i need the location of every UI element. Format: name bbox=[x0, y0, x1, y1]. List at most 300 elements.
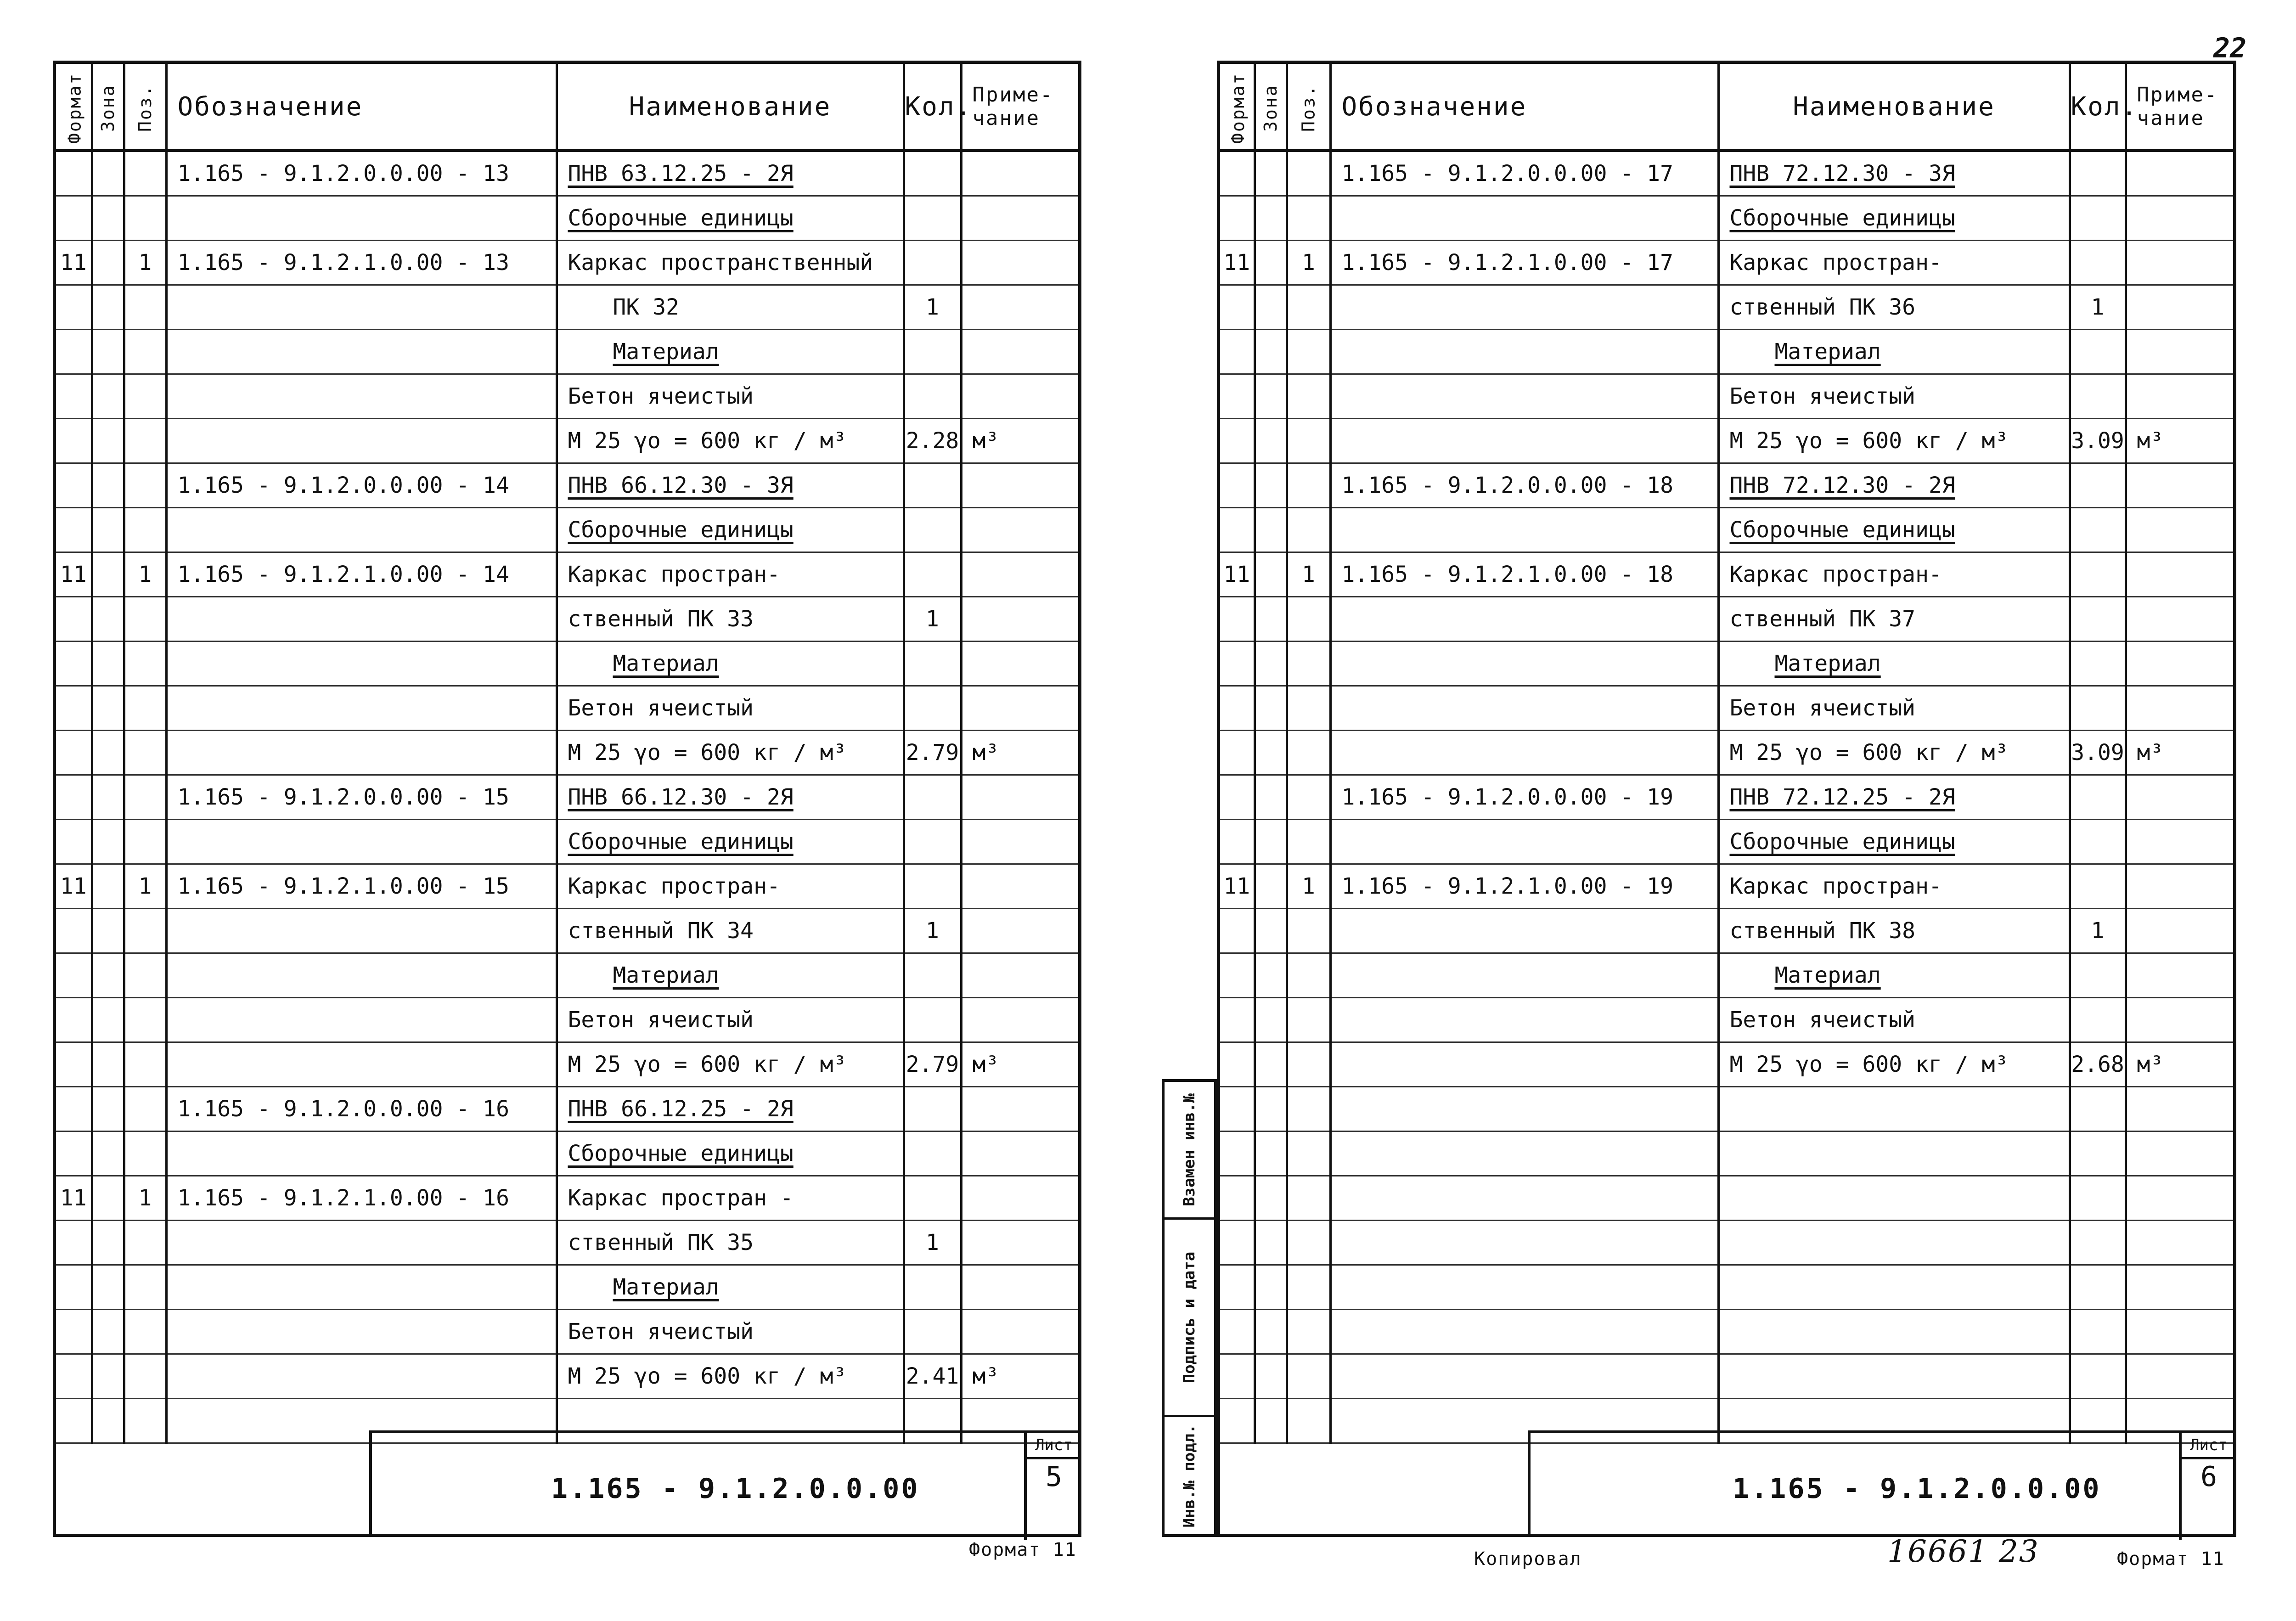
zone-cell bbox=[1255, 864, 1287, 909]
format-cell bbox=[1220, 686, 1255, 731]
name-cell bbox=[557, 241, 904, 285]
zone-cell bbox=[1255, 597, 1287, 642]
zone-cell bbox=[92, 508, 124, 552]
spec-table-left bbox=[56, 64, 1078, 1444]
designation-cell bbox=[1330, 1176, 1718, 1221]
designation-cell bbox=[1330, 775, 1718, 820]
zone-cell bbox=[92, 864, 124, 909]
table-row bbox=[1220, 151, 2233, 196]
name-cell bbox=[1718, 419, 2070, 463]
header-note: Приме-чание bbox=[961, 64, 1078, 151]
pos-cell bbox=[1287, 1354, 1330, 1399]
sheet-number-box bbox=[1024, 1433, 1081, 1540]
pos-cell bbox=[124, 998, 166, 1042]
note-cell bbox=[961, 597, 1078, 642]
designation-cell bbox=[166, 953, 557, 998]
note-cell bbox=[2126, 864, 2233, 909]
designation-cell-text: 1.165 - 9.1.2.1.0.00 - 17 bbox=[1341, 250, 1673, 276]
qty-cell bbox=[2070, 909, 2126, 953]
table-row bbox=[1220, 1087, 2233, 1131]
pos-cell bbox=[124, 1310, 166, 1354]
sheet-number: 5 bbox=[1045, 1461, 1063, 1493]
format-cell bbox=[1220, 419, 1255, 463]
qty-cell bbox=[2070, 508, 2126, 552]
name-cell-text: ПНВ 72.12.30 - 2Я bbox=[1729, 473, 1955, 498]
designation-cell bbox=[166, 463, 557, 508]
zone-cell bbox=[92, 998, 124, 1042]
note-cell bbox=[2126, 731, 2233, 775]
designation-cell bbox=[1330, 909, 1718, 953]
designation-cell bbox=[166, 1221, 557, 1265]
designation-cell bbox=[166, 552, 557, 597]
side-label-signature: Подпись и дата bbox=[1180, 1251, 1199, 1383]
qty-cell-text: 2.28 bbox=[906, 428, 959, 454]
qty-cell bbox=[2070, 1265, 2126, 1310]
note-cell bbox=[961, 1354, 1078, 1399]
designation-cell bbox=[1330, 1131, 1718, 1176]
note-cell bbox=[961, 953, 1078, 998]
designation-cell-text: 1.165 - 9.1.2.1.0.00 - 14 bbox=[177, 562, 509, 587]
format-cell bbox=[56, 1087, 92, 1131]
name-cell-text: М 25 γo = 600 кг / м³ bbox=[568, 428, 847, 454]
zone-cell bbox=[1255, 998, 1287, 1042]
side-cell-replaced bbox=[1165, 1082, 1214, 1220]
name-cell-text: Каркас простран- bbox=[1729, 250, 1942, 276]
format-cell-text: 11 bbox=[60, 1185, 87, 1211]
table-row bbox=[1220, 642, 2233, 686]
qty-cell bbox=[904, 864, 961, 909]
name-cell-text: Материал bbox=[1774, 339, 1881, 365]
name-cell bbox=[557, 1310, 904, 1354]
format-cell bbox=[1220, 1310, 1255, 1354]
designation-cell bbox=[1330, 820, 1718, 864]
format-cell bbox=[1220, 1176, 1255, 1221]
designation-cell bbox=[166, 241, 557, 285]
designation-cell bbox=[166, 1354, 557, 1399]
name-cell-text: М 25 γo = 600 кг / м³ bbox=[568, 740, 847, 765]
qty-cell-text: 1 bbox=[2091, 918, 2105, 944]
name-cell bbox=[1718, 241, 2070, 285]
zone-cell bbox=[92, 1354, 124, 1399]
note-cell bbox=[961, 374, 1078, 419]
name-cell-text: Сборочные единицы bbox=[568, 829, 793, 855]
format-cell bbox=[1220, 1087, 1255, 1131]
name-cell bbox=[1718, 686, 2070, 731]
name-cell-text: Материал bbox=[1774, 962, 1881, 988]
pos-cell bbox=[124, 642, 166, 686]
zone-cell bbox=[92, 1087, 124, 1131]
note-cell-text: м³ bbox=[2137, 740, 2164, 765]
zone-cell bbox=[1255, 374, 1287, 419]
pos-cell bbox=[1287, 1176, 1330, 1221]
format-cell-text: 11 bbox=[1223, 250, 1250, 276]
zone-cell bbox=[92, 196, 124, 241]
pos-cell bbox=[1287, 820, 1330, 864]
designation-cell bbox=[1330, 285, 1718, 330]
pos-cell bbox=[1287, 1131, 1330, 1176]
note-cell bbox=[2126, 820, 2233, 864]
name-cell-text: ственный ПК 36 bbox=[1729, 294, 1916, 320]
name-cell-text: Каркас простран- bbox=[568, 873, 780, 899]
name-cell bbox=[1718, 151, 2070, 196]
zone-cell bbox=[92, 731, 124, 775]
note-cell bbox=[2126, 1310, 2233, 1354]
pos-cell bbox=[1287, 998, 1330, 1042]
qty-cell bbox=[904, 1042, 961, 1087]
table-row bbox=[1220, 1265, 2233, 1310]
format-cell bbox=[56, 1399, 92, 1443]
designation-cell bbox=[1330, 1310, 1718, 1354]
zone-cell bbox=[92, 374, 124, 419]
designation-cell bbox=[1330, 642, 1718, 686]
designation-cell bbox=[166, 1087, 557, 1131]
note-cell bbox=[2126, 508, 2233, 552]
designation-cell-text: 1.165 - 9.1.2.0.0.00 - 16 bbox=[177, 1096, 509, 1122]
name-cell bbox=[557, 1265, 904, 1310]
qty-cell bbox=[2070, 241, 2126, 285]
zone-cell bbox=[92, 597, 124, 642]
format-cell bbox=[1220, 1131, 1255, 1176]
table-row bbox=[56, 998, 1078, 1042]
name-cell bbox=[557, 597, 904, 642]
qty-cell bbox=[904, 1131, 961, 1176]
name-cell-text: ПНВ 72.12.25 - 2Я bbox=[1729, 784, 1955, 810]
name-cell-text: ПНВ 72.12.30 - 3Я bbox=[1729, 161, 1955, 186]
qty-cell bbox=[904, 285, 961, 330]
name-cell-text: Каркас простран- bbox=[1729, 873, 1942, 899]
pos-cell bbox=[124, 686, 166, 731]
note-cell-text: м³ bbox=[2137, 1052, 2164, 1077]
note-cell bbox=[961, 642, 1078, 686]
note-cell bbox=[2126, 374, 2233, 419]
zone-cell bbox=[1255, 463, 1287, 508]
name-cell bbox=[1718, 1131, 2070, 1176]
qty-cell bbox=[2070, 597, 2126, 642]
designation-cell bbox=[1330, 151, 1718, 196]
note-cell bbox=[961, 419, 1078, 463]
designation-cell bbox=[1330, 998, 1718, 1042]
name-cell bbox=[1718, 330, 2070, 374]
designation-cell bbox=[166, 820, 557, 864]
qty-cell bbox=[904, 419, 961, 463]
table-row bbox=[56, 1221, 1078, 1265]
zone-cell bbox=[92, 820, 124, 864]
format-cell bbox=[1220, 463, 1255, 508]
side-label-inv: Инв.№ подл. bbox=[1180, 1424, 1199, 1528]
name-cell-text: ПНВ 66.12.25 - 2Я bbox=[568, 1096, 793, 1122]
pos-cell bbox=[1287, 731, 1330, 775]
name-cell bbox=[1718, 1221, 2070, 1265]
format-footer-left: Формат 11 bbox=[969, 1539, 1077, 1560]
name-cell-text: Бетон ячеистый bbox=[568, 695, 754, 721]
note-cell bbox=[2126, 1221, 2233, 1265]
qty-cell bbox=[2070, 285, 2126, 330]
zone-cell bbox=[92, 1042, 124, 1087]
table-row bbox=[56, 552, 1078, 597]
note-cell bbox=[961, 1087, 1078, 1131]
pos-cell bbox=[124, 285, 166, 330]
pos-cell bbox=[124, 1176, 166, 1221]
zone-cell bbox=[92, 1221, 124, 1265]
name-cell-text: Сборочные единицы bbox=[568, 517, 793, 543]
qty-cell bbox=[904, 1265, 961, 1310]
pos-cell bbox=[1287, 953, 1330, 998]
zone-cell bbox=[1255, 686, 1287, 731]
table-row bbox=[1220, 998, 2233, 1042]
pos-cell bbox=[124, 864, 166, 909]
designation-cell bbox=[166, 909, 557, 953]
table-row bbox=[56, 864, 1078, 909]
note-cell bbox=[2126, 285, 2233, 330]
zone-cell bbox=[92, 419, 124, 463]
designation-cell bbox=[166, 419, 557, 463]
format-cell bbox=[1220, 374, 1255, 419]
header-qty: Кол. bbox=[904, 64, 961, 151]
designation-cell bbox=[166, 686, 557, 731]
name-cell bbox=[1718, 642, 2070, 686]
name-cell-text: ПНВ 63.12.25 - 2Я bbox=[568, 161, 793, 186]
name-cell bbox=[1718, 775, 2070, 820]
format-cell bbox=[56, 1176, 92, 1221]
note-cell-text: м³ bbox=[972, 740, 999, 765]
zone-cell bbox=[1255, 1221, 1287, 1265]
qty-cell-text: 2.41 bbox=[906, 1363, 959, 1389]
note-cell-text: м³ bbox=[2137, 428, 2164, 454]
table-row bbox=[1220, 597, 2233, 642]
table-row bbox=[1220, 820, 2233, 864]
zone-cell bbox=[1255, 731, 1287, 775]
qty-cell-text: 1 bbox=[926, 918, 939, 944]
qty-cell bbox=[904, 1221, 961, 1265]
name-cell bbox=[1718, 463, 2070, 508]
pos-cell bbox=[1287, 151, 1330, 196]
designation-cell bbox=[1330, 1087, 1718, 1131]
zone-cell bbox=[1255, 1310, 1287, 1354]
table-row bbox=[56, 1131, 1078, 1176]
pos-cell bbox=[1287, 419, 1330, 463]
name-cell-text: ПК 32 bbox=[613, 294, 679, 320]
name-cell-text: Бетон ячеистый bbox=[1729, 1007, 1916, 1033]
table-row bbox=[56, 151, 1078, 196]
name-cell-text: ственный ПК 38 bbox=[1729, 918, 1916, 944]
qty-cell bbox=[904, 151, 961, 196]
designation-cell bbox=[1330, 1221, 1718, 1265]
note-cell bbox=[961, 909, 1078, 953]
format-cell bbox=[1220, 151, 1255, 196]
format-cell bbox=[1220, 241, 1255, 285]
qty-cell bbox=[904, 642, 961, 686]
designation-cell bbox=[166, 508, 557, 552]
table-row bbox=[56, 642, 1078, 686]
spec-sheet-left bbox=[53, 61, 1081, 1537]
qty-cell bbox=[904, 552, 961, 597]
note-cell bbox=[2126, 1176, 2233, 1221]
name-cell bbox=[1718, 552, 2070, 597]
name-cell-text: Бетон ячеистый bbox=[568, 1319, 754, 1345]
qty-cell bbox=[904, 1354, 961, 1399]
qty-cell bbox=[2070, 374, 2126, 419]
name-cell-text: Сборочные единицы bbox=[568, 205, 793, 231]
note-cell bbox=[2126, 953, 2233, 998]
table-row bbox=[1220, 1221, 2233, 1265]
table-row bbox=[1220, 1042, 2233, 1087]
qty-cell bbox=[904, 1176, 961, 1221]
qty-cell bbox=[2070, 953, 2126, 998]
table-row bbox=[56, 731, 1078, 775]
designation-cell-text: 1.165 - 9.1.2.0.0.00 - 14 bbox=[177, 473, 509, 498]
name-cell-text: М 25 γo = 600 кг / м³ bbox=[568, 1363, 847, 1389]
format-cell bbox=[56, 196, 92, 241]
format-cell-text: 11 bbox=[60, 250, 87, 276]
note-cell bbox=[2126, 1265, 2233, 1310]
qty-cell bbox=[2070, 1354, 2126, 1399]
name-cell bbox=[557, 953, 904, 998]
designation-cell bbox=[166, 1265, 557, 1310]
note-cell bbox=[2126, 463, 2233, 508]
format-cell bbox=[56, 1042, 92, 1087]
pos-cell bbox=[1287, 285, 1330, 330]
name-cell bbox=[1718, 998, 2070, 1042]
format-cell bbox=[1220, 597, 1255, 642]
designation-cell-text: 1.165 - 9.1.2.1.0.00 - 19 bbox=[1341, 873, 1673, 899]
zone-cell bbox=[92, 1265, 124, 1310]
zone-cell bbox=[92, 775, 124, 820]
pos-cell bbox=[1287, 1042, 1330, 1087]
designation-cell bbox=[1330, 330, 1718, 374]
handwritten-number: 16661 23 bbox=[1887, 1534, 2039, 1569]
sheet-label: Лист bbox=[1027, 1433, 1081, 1459]
name-cell bbox=[557, 642, 904, 686]
name-cell bbox=[1718, 731, 2070, 775]
pos-cell bbox=[124, 330, 166, 374]
title-block-right bbox=[1528, 1430, 2233, 1537]
designation-cell bbox=[166, 998, 557, 1042]
designation-cell bbox=[166, 597, 557, 642]
pos-cell bbox=[1287, 775, 1330, 820]
pos-cell bbox=[124, 1042, 166, 1087]
note-cell bbox=[2126, 1354, 2233, 1399]
note-cell-text: м³ bbox=[972, 428, 999, 454]
designation-cell-text: 1.165 - 9.1.2.0.0.00 - 15 bbox=[177, 784, 509, 810]
title-block-left bbox=[369, 1430, 1078, 1537]
qty-cell bbox=[904, 597, 961, 642]
designation-cell-text: 1.165 - 9.1.2.0.0.00 - 13 bbox=[177, 161, 509, 186]
qty-cell bbox=[904, 953, 961, 998]
name-cell bbox=[1718, 508, 2070, 552]
format-cell-text: 11 bbox=[1223, 873, 1250, 899]
qty-cell bbox=[2070, 1087, 2126, 1131]
table-row bbox=[1220, 686, 2233, 731]
header-pos: Поз. bbox=[1287, 64, 1330, 151]
table-row bbox=[1220, 241, 2233, 285]
note-cell bbox=[961, 508, 1078, 552]
qty-cell bbox=[904, 998, 961, 1042]
format-cell bbox=[1220, 1399, 1255, 1443]
name-cell-text: Бетон ячеистый bbox=[568, 1007, 754, 1033]
name-cell-text: ственный ПК 37 bbox=[1729, 606, 1916, 632]
format-cell bbox=[56, 241, 92, 285]
qty-cell bbox=[904, 1087, 961, 1131]
note-cell bbox=[961, 196, 1078, 241]
designation-cell bbox=[166, 196, 557, 241]
name-cell bbox=[557, 463, 904, 508]
qty-cell bbox=[2070, 463, 2126, 508]
note-cell bbox=[961, 686, 1078, 731]
name-cell-text: Каркас пространственный bbox=[568, 250, 873, 276]
header-format: Формат bbox=[1220, 64, 1255, 151]
name-cell-text: Сборочные единицы bbox=[568, 1141, 793, 1166]
pos-cell bbox=[124, 374, 166, 419]
table-row bbox=[1220, 374, 2233, 419]
name-cell bbox=[557, 151, 904, 196]
format-cell bbox=[1220, 330, 1255, 374]
name-cell bbox=[1718, 909, 2070, 953]
zone-cell bbox=[1255, 1265, 1287, 1310]
format-cell bbox=[56, 330, 92, 374]
note-cell bbox=[961, 552, 1078, 597]
designation-cell bbox=[166, 151, 557, 196]
designation-cell-text: 1.165 - 9.1.2.0.0.00 - 19 bbox=[1341, 784, 1673, 810]
zone-cell bbox=[1255, 820, 1287, 864]
designation-cell-text: 1.165 - 9.1.2.1.0.00 - 15 bbox=[177, 873, 509, 899]
pos-cell bbox=[124, 1399, 166, 1443]
table-row bbox=[56, 597, 1078, 642]
name-cell bbox=[1718, 374, 2070, 419]
designation-cell bbox=[166, 864, 557, 909]
name-cell bbox=[557, 330, 904, 374]
format-cell bbox=[56, 508, 92, 552]
name-cell-text: Бетон ячеистый bbox=[568, 383, 754, 409]
note-cell bbox=[2126, 597, 2233, 642]
qty-cell bbox=[2070, 820, 2126, 864]
header-qty: Кол. bbox=[2070, 64, 2126, 151]
pos-cell bbox=[1287, 1221, 1330, 1265]
note-cell bbox=[961, 1265, 1078, 1310]
qty-cell bbox=[904, 909, 961, 953]
note-cell bbox=[2126, 998, 2233, 1042]
qty-cell bbox=[904, 686, 961, 731]
pos-cell-text: 1 bbox=[138, 1185, 152, 1211]
spec-table-right bbox=[1220, 64, 2233, 1444]
side-label-replaced: Взамен инв.№ bbox=[1180, 1093, 1199, 1206]
format-cell-text: 11 bbox=[1223, 562, 1250, 587]
note-cell bbox=[961, 151, 1078, 196]
format-cell bbox=[56, 642, 92, 686]
name-cell bbox=[1718, 1310, 2070, 1354]
table-row bbox=[56, 1087, 1078, 1131]
qty-cell-text: 1 bbox=[926, 294, 939, 320]
pos-cell-text: 1 bbox=[1302, 250, 1315, 276]
note-cell bbox=[961, 998, 1078, 1042]
designation-cell bbox=[1330, 1265, 1718, 1310]
format-cell bbox=[1220, 864, 1255, 909]
table-row bbox=[1220, 775, 2233, 820]
note-cell bbox=[961, 285, 1078, 330]
format-cell-text: 11 bbox=[60, 873, 87, 899]
pos-cell bbox=[124, 552, 166, 597]
table-row bbox=[56, 820, 1078, 864]
table-row bbox=[1220, 1176, 2233, 1221]
designation-cell bbox=[166, 1131, 557, 1176]
pos-cell bbox=[124, 463, 166, 508]
table-row bbox=[56, 1265, 1078, 1310]
format-cell bbox=[1220, 1354, 1255, 1399]
zone-cell bbox=[1255, 196, 1287, 241]
pos-cell-text: 1 bbox=[138, 250, 152, 276]
header-name: Наименование bbox=[1718, 64, 2070, 151]
zone-cell bbox=[92, 1176, 124, 1221]
header-zone: Зона bbox=[1255, 64, 1287, 151]
